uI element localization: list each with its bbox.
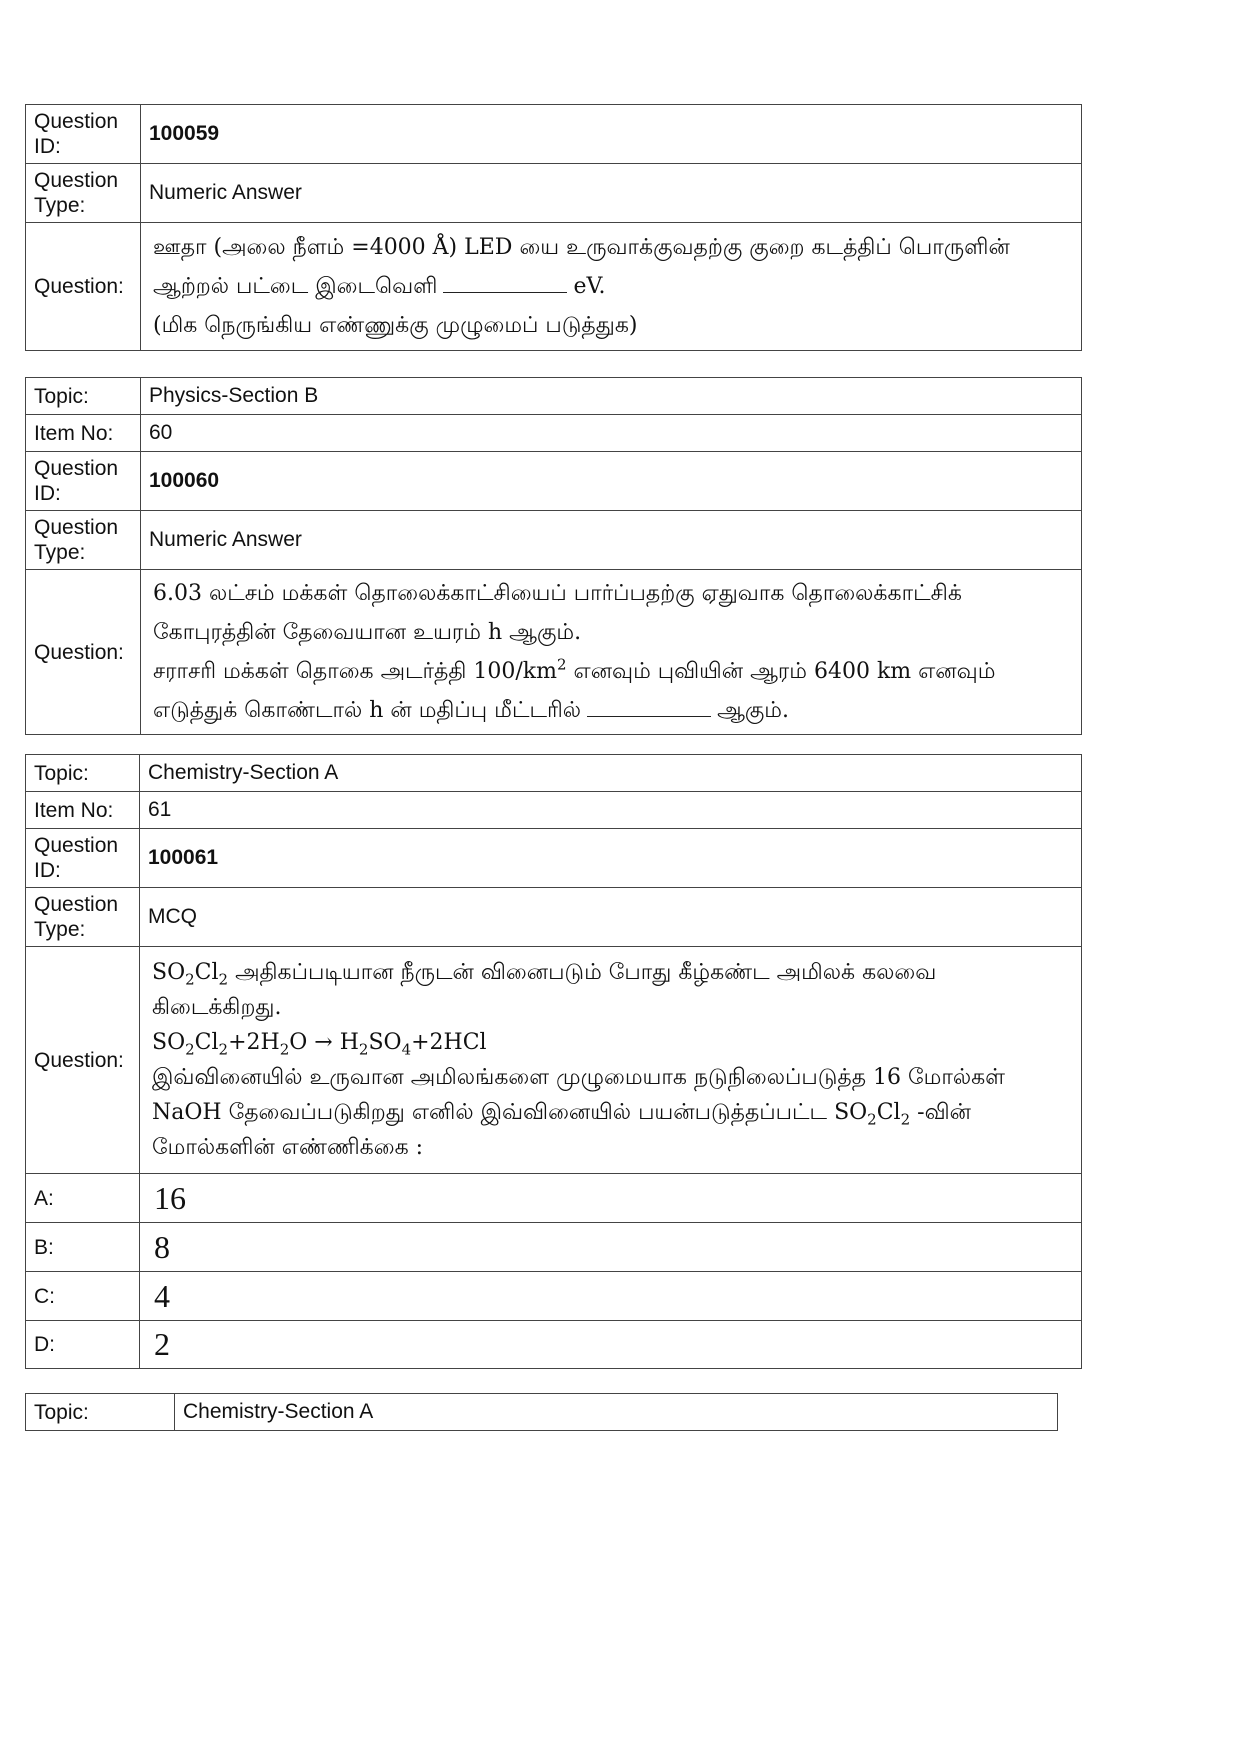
chemical-equation: $SO_2Cl_2+2H_2O \to H_2SO_4+2HCl$ bbox=[152, 1030, 487, 1059]
question-label: Question: bbox=[26, 570, 141, 735]
question-text bbox=[141, 570, 1082, 735]
question-label: Question: bbox=[26, 223, 141, 351]
question-line: NaOH தேவைப்படுகிறது எனில் இவ்வினையில் பயன்படுத்தப்பட்ட $SO_2Cl_2$ -வின் bbox=[152, 1100, 971, 1129]
question-id-value: 100060 bbox=[141, 452, 1082, 511]
question-label: Question: bbox=[26, 947, 140, 1174]
topic-value: Chemistry-Section A bbox=[175, 1394, 1058, 1431]
question-table-100061 bbox=[25, 754, 1082, 1369]
item-no-label: Item No: bbox=[26, 792, 140, 829]
option-c-label: C: bbox=[26, 1272, 140, 1321]
question-line: $SO_2Cl_2$ அதிகப்படியான நீருடன் வினைபடும் போது கீழ்கண்ட அமிலக் கலவை bbox=[152, 960, 937, 989]
question-type-value: Numeric Answer bbox=[141, 164, 1082, 223]
option-c-value: 4 bbox=[140, 1272, 1082, 1321]
option-a-value: 16 bbox=[140, 1174, 1082, 1223]
option-b-value: 8 bbox=[140, 1223, 1082, 1272]
topic-value: Chemistry-Section A bbox=[140, 755, 1082, 792]
question-line: மோல்களின் எண்ணிக்கை : bbox=[152, 1135, 424, 1160]
option-d-label: D: bbox=[26, 1321, 140, 1369]
question-id-label: Question ID: bbox=[26, 452, 141, 511]
question-type-value: Numeric Answer bbox=[141, 511, 1082, 570]
question-line: கிடைக்கிறது. bbox=[152, 995, 282, 1020]
question-line: எடுத்துக் கொண்டால் h ன் மதிப்பு மீட்டரில் ஆகும். bbox=[153, 691, 1069, 730]
topic-label: Topic: bbox=[26, 1394, 175, 1431]
option-b-label: B: bbox=[26, 1223, 140, 1272]
question-line: ஊதா (அலை நீளம் =4000 Å) LED யை உருவாக்குவதற்கு குறை கடத்திப் பொருளின் bbox=[153, 235, 1010, 260]
question-id-value: 100059 bbox=[141, 105, 1082, 164]
question-text bbox=[141, 223, 1082, 351]
answer-blank bbox=[443, 270, 567, 293]
question-type-label: Question Type: bbox=[26, 888, 140, 947]
question-table-100060 bbox=[25, 377, 1082, 735]
question-id-label: Question ID: bbox=[26, 105, 141, 164]
item-no-value: 60 bbox=[141, 415, 1082, 452]
item-no-label: Item No: bbox=[26, 415, 141, 452]
question-line: (மிக நெருங்கிய எண்ணுக்கு முழுமைப் படுத்துக) bbox=[153, 313, 638, 338]
option-d-value: 2 bbox=[140, 1321, 1082, 1369]
question-line: சராசரி மக்கள் தொகை அடர்த்தி $100/km^2$ எனவும் புவியின் ஆரம் 6400 km எனவும் bbox=[153, 655, 996, 684]
option-a-label: A: bbox=[26, 1174, 140, 1223]
question-table-next bbox=[25, 1393, 1058, 1431]
question-type-label: Question Type: bbox=[26, 511, 141, 570]
question-table-100059 bbox=[25, 104, 1082, 351]
question-type-value: MCQ bbox=[140, 888, 1082, 947]
item-no-value: 61 bbox=[140, 792, 1082, 829]
question-id-label: Question ID: bbox=[26, 829, 140, 888]
question-id-value: 100061 bbox=[140, 829, 1082, 888]
question-line: கோபுரத்தின் தேவையான உயரம் h ஆகும். bbox=[153, 620, 582, 645]
topic-label: Topic: bbox=[26, 755, 140, 792]
question-line: ஆற்றல் பட்டை இடைவெளி eV. bbox=[153, 267, 1069, 306]
question-text bbox=[140, 947, 1082, 1174]
question-line: 6.03 லட்சம் மக்கள் தொலைக்காட்சியைப் பார்ப்பதற்கு ஏதுவாக தொலைக்காட்சிக் bbox=[153, 581, 962, 606]
topic-value: Physics-Section B bbox=[141, 378, 1082, 415]
answer-blank bbox=[587, 694, 711, 717]
question-line: இவ்வினையில் உருவான அமிலங்களை முழுமையாக நடுநிலைப்படுத்த 16 மோல்கள் bbox=[152, 1065, 1006, 1090]
topic-label: Topic: bbox=[26, 378, 141, 415]
question-type-label: Question Type: bbox=[26, 164, 141, 223]
